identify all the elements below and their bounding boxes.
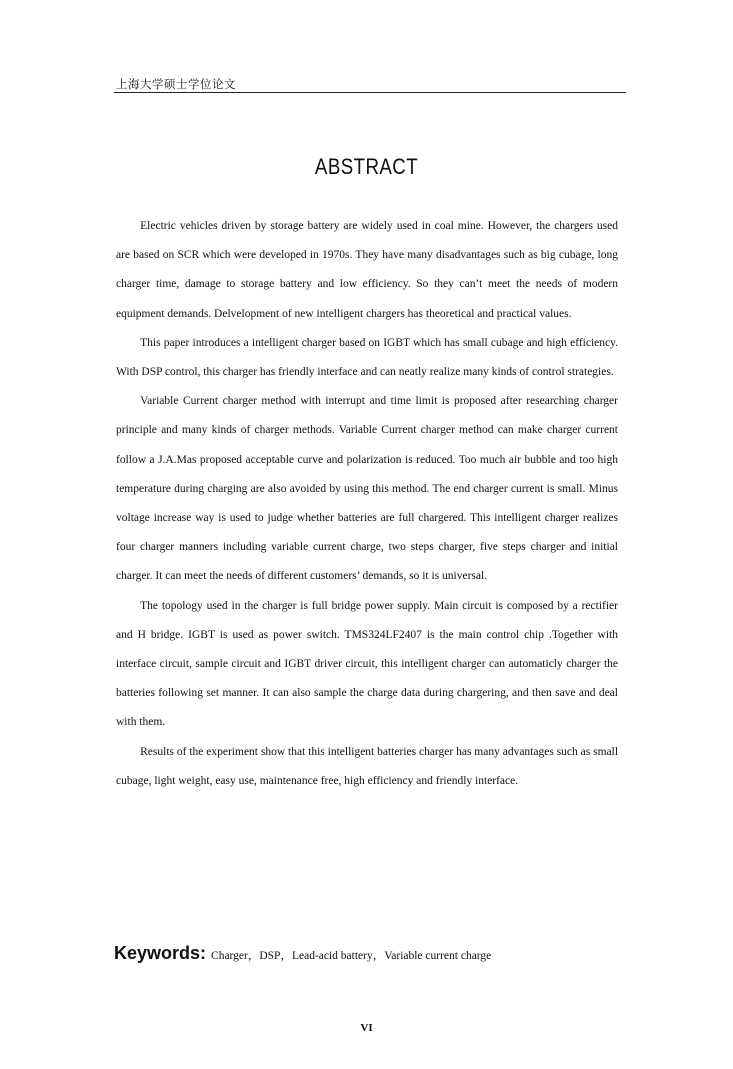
- running-header: 上海大学硕士学位论文: [116, 79, 236, 91]
- keywords-line: [114, 943, 634, 964]
- abstract-paragraph-5: Results of the experiment show that this intelligent batteries charger has many advantages such as small cubage, light weight, easy use, maintenance free, high efficiency and friendly interface.: [116, 745, 619, 787]
- keywords-text: Charger，DSP，Lead-acid battery，Variable current charge: [211, 950, 492, 962]
- header-rule: [114, 92, 626, 93]
- page-number: VI: [360, 1022, 373, 1034]
- abstract-paragraph-3: Variable Current charger method with interrupt and time limit is proposed after researching charger principle and many kinds of charger methods. Variable Current charger method can make charger current follow a J.A.Mas proposed acceptable curve and polarization is reduced. Too much air bubble and too high temperature during charging are also avoided by using this method. The end charger current is small. Minus voltage increase way is used to judge whether batteries are full chargered. This intelligent charger realizes four charger manners including variable current charge, two steps charger, five steps charger and initial charger. It can meet the needs of different customers’ demands, so it is universal.: [116, 395, 618, 583]
- keywords-label: Keywords:: [114, 943, 207, 963]
- abstract-paragraph-2: This paper introduces a intelligent charger based on IGBT which has small cubage and high efficiency. With DSP control, this charger has friendly interface and can neatly realize many kinds of control strategies.: [116, 336, 618, 379]
- page-title: ABSTRACT: [314, 154, 419, 179]
- abstract-paragraph-4: The topology used in the charger is full bridge power supply. Main circuit is composed by a rectifier and H bridge. IGBT is used as power switch. TMS324LF2407 is the main control chip .Together with interface circuit, sample circuit and IGBT driver circuit, this intelligent charger can automaticly charger the batteries following set manner. It can also sample the charge data during chargering, and then save and deal with them.: [116, 599, 618, 729]
- abstract-paragraph-1: Electric vehicles driven by storage battery are widely used in coal mine. However, the chargers used are based on SCR which were developed in 1970s. They have many disadvantages such as big cubage, long charger time, damage to storage battery and low efficiency. So they can’t meet the needs of modern equipment demands. Delvelopment of new intelligent chargers has theoretical and practical values.: [116, 220, 618, 320]
- abstract-body: [116, 212, 618, 796]
